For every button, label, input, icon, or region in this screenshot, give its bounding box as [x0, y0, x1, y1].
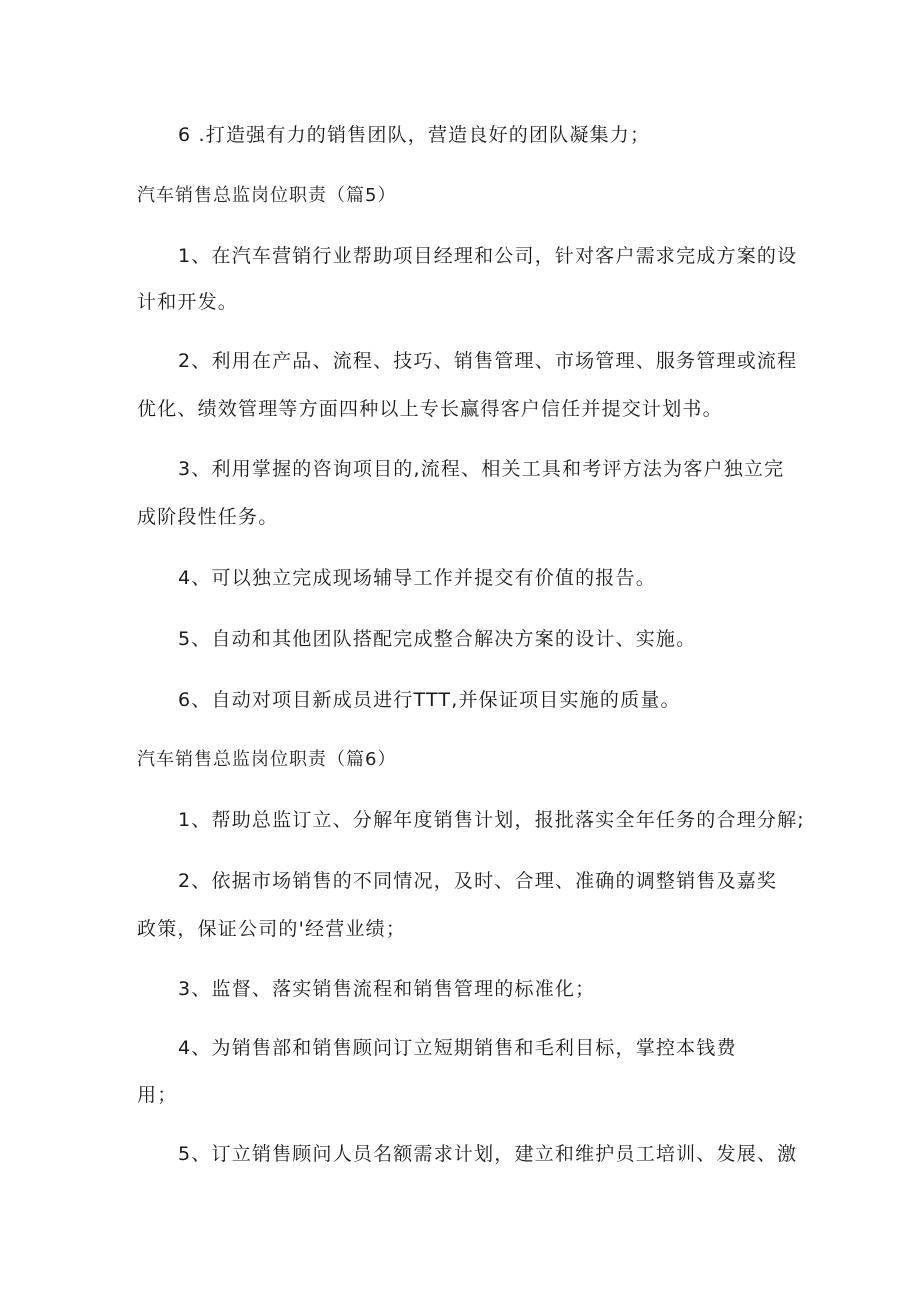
p5-item-2-line-1: 2、利用在产品、流程、技巧、销售管理、市场管理、服务管理或流程 [178, 350, 798, 372]
p6-item-1: 1、帮助总监订立、分解年度销售计划，报批落实全年任务的合理分解; [178, 809, 805, 831]
section-heading-6: 汽车销售总监岗位职责（篇6） [137, 749, 397, 770]
p6-item-4-line-1: 4、为销售部和销售顾问订立短期销售和毛利目标，掌控本钱费 [178, 1037, 737, 1059]
p6-item-4-line-2: 用； [137, 1084, 178, 1106]
p5-item-6: 6、自动对项目新成员进行TTT,并保证项目实施的质量。 [178, 689, 681, 711]
p5-item-3-line-2: 成阶段性任务。 [137, 506, 279, 528]
p6-item-5-line-1: 5、订立销售顾问人员名额需求计划，建立和维护员工培训、发展、激 [178, 1143, 798, 1165]
p5-item-5: 5、自动和其他团队搭配完成整合解决方案的设计、实施。 [178, 628, 697, 650]
p6-item-3: 3、监督、落实销售流程和销售管理的标准化； [178, 978, 596, 1000]
p5-item-3-line-1: 3、利用掌握的咨询项目的,流程、相关工具和考评方法为客户独立完 [178, 458, 785, 480]
p5-item-2-line-2: 优化、绩效管理等方面四种以上专长赢得客户信任并提交计划书。 [137, 398, 723, 420]
p6-item-2-line-1: 2、依据市场销售的不同情况，及时、合理、准确的调整销售及嘉奖 [178, 870, 778, 892]
p5-item-1-line-2: 计和开发。 [137, 291, 239, 313]
p5-item-1-line-1: 1、在汽车营销行业帮助项目经理和公司，针对客户需求完成方案的设 [178, 245, 798, 267]
p6-item-2-line-2: 政策，保证公司的'经营业绩； [137, 918, 407, 940]
p5-item-4: 4、可以独立完成现场辅导工作并提交有价值的报告。 [178, 567, 656, 589]
item-6-team: 6 .打造强有力的销售团队，营造良好的团队凝集力； [178, 124, 651, 146]
section-heading-5: 汽车销售总监岗位职责（篇5） [137, 185, 397, 206]
